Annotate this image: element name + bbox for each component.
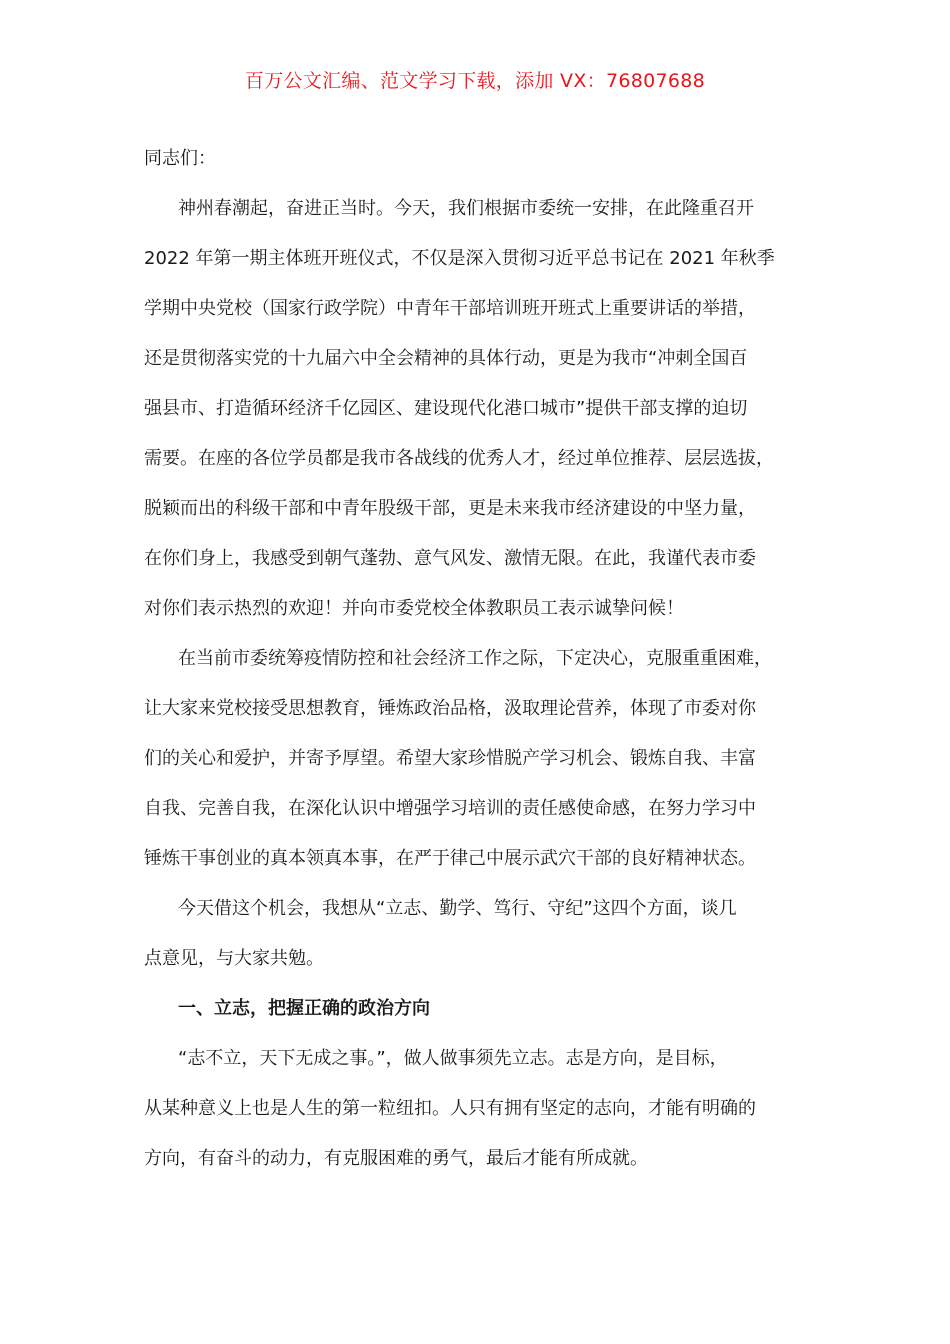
paragraph-line: 今天借这个机会，我想从“立志、勤学、笃行、守纪”这四个方面，谈几 (178, 898, 737, 919)
paragraph-line: 对你们表示热烈的欢迎！并向市委党校全体教职员工表示诚挚问候！ (144, 598, 684, 619)
paragraph-line: 需要。在座的各位学员都是我市各战线的优秀人才，经过单位推荐、层层选拔， (144, 448, 774, 469)
section-heading: 一、立志，把握正确的政治方向 (178, 998, 430, 1019)
paragraph-line: 锤炼干事创业的真本领真本事，在严于律己中展示武穴干部的良好精神状态。 (144, 848, 756, 869)
paragraph-line: 让大家来党校接受思想教育，锤炼政治品格，汲取理论营养，体现了市委对你 (144, 698, 756, 719)
speech-body (144, 134, 814, 1184)
paragraph-line: 在你们身上，我感受到朝气蓬勃、意气风发、激情无限。在此，我谨代表市委 (144, 548, 756, 569)
paragraph-line: “志不立，天下无成之事。”，做人做事须先立志。志是方向，是目标， (178, 1048, 728, 1069)
paragraph-line: 2022 年第一期主体班开班仪式，不仅是深入贯彻习近平总书记在 2021 年秋季 (144, 248, 775, 269)
salutation: 同志们： (144, 148, 216, 169)
paragraph-line: 从某种意义上也是人生的第一粒纽扣。人只有拥有坚定的志向，才能有明确的 (144, 1098, 756, 1119)
paragraph-line: 在当前市委统筹疫情防控和社会经济工作之际，下定决心，克服重重困难， (178, 648, 772, 669)
paragraph-line: 自我、完善自我，在深化认识中增强学习培训的责任感使命感，在努力学习中 (144, 798, 756, 819)
watermark-banner: 百万公文汇编、范文学习下载，添加 VX：76807688 (244, 70, 706, 92)
paragraph-line: 脱颖而出的科级干部和中青年股级干部，更是未来我市经济建设的中坚力量， (144, 498, 756, 519)
paragraph-line: 们的关心和爱护，并寄予厚望。希望大家珍惜脱产学习机会、锻炼自我、丰富 (144, 748, 756, 769)
paragraph-line: 强县市、打造循环经济千亿园区、建设现代化港口城市”提供干部支撑的迫切 (144, 398, 748, 419)
paragraph-line: 点意见，与大家共勉。 (144, 948, 324, 969)
paragraph-line: 神州春潮起，奋进正当时。今天，我们根据市委统一安排，在此隆重召开 (178, 198, 754, 219)
paragraph-line: 学期中央党校（国家行政学院）中青年干部培训班开班式上重要讲话的举措， (144, 298, 756, 319)
paragraph-line: 还是贯彻落实党的十九届六中全会精神的具体行动，更是为我市“冲刺全国百 (144, 348, 748, 369)
paragraph-line: 方向，有奋斗的动力，有克服困难的勇气，最后才能有所成就。 (144, 1148, 648, 1169)
